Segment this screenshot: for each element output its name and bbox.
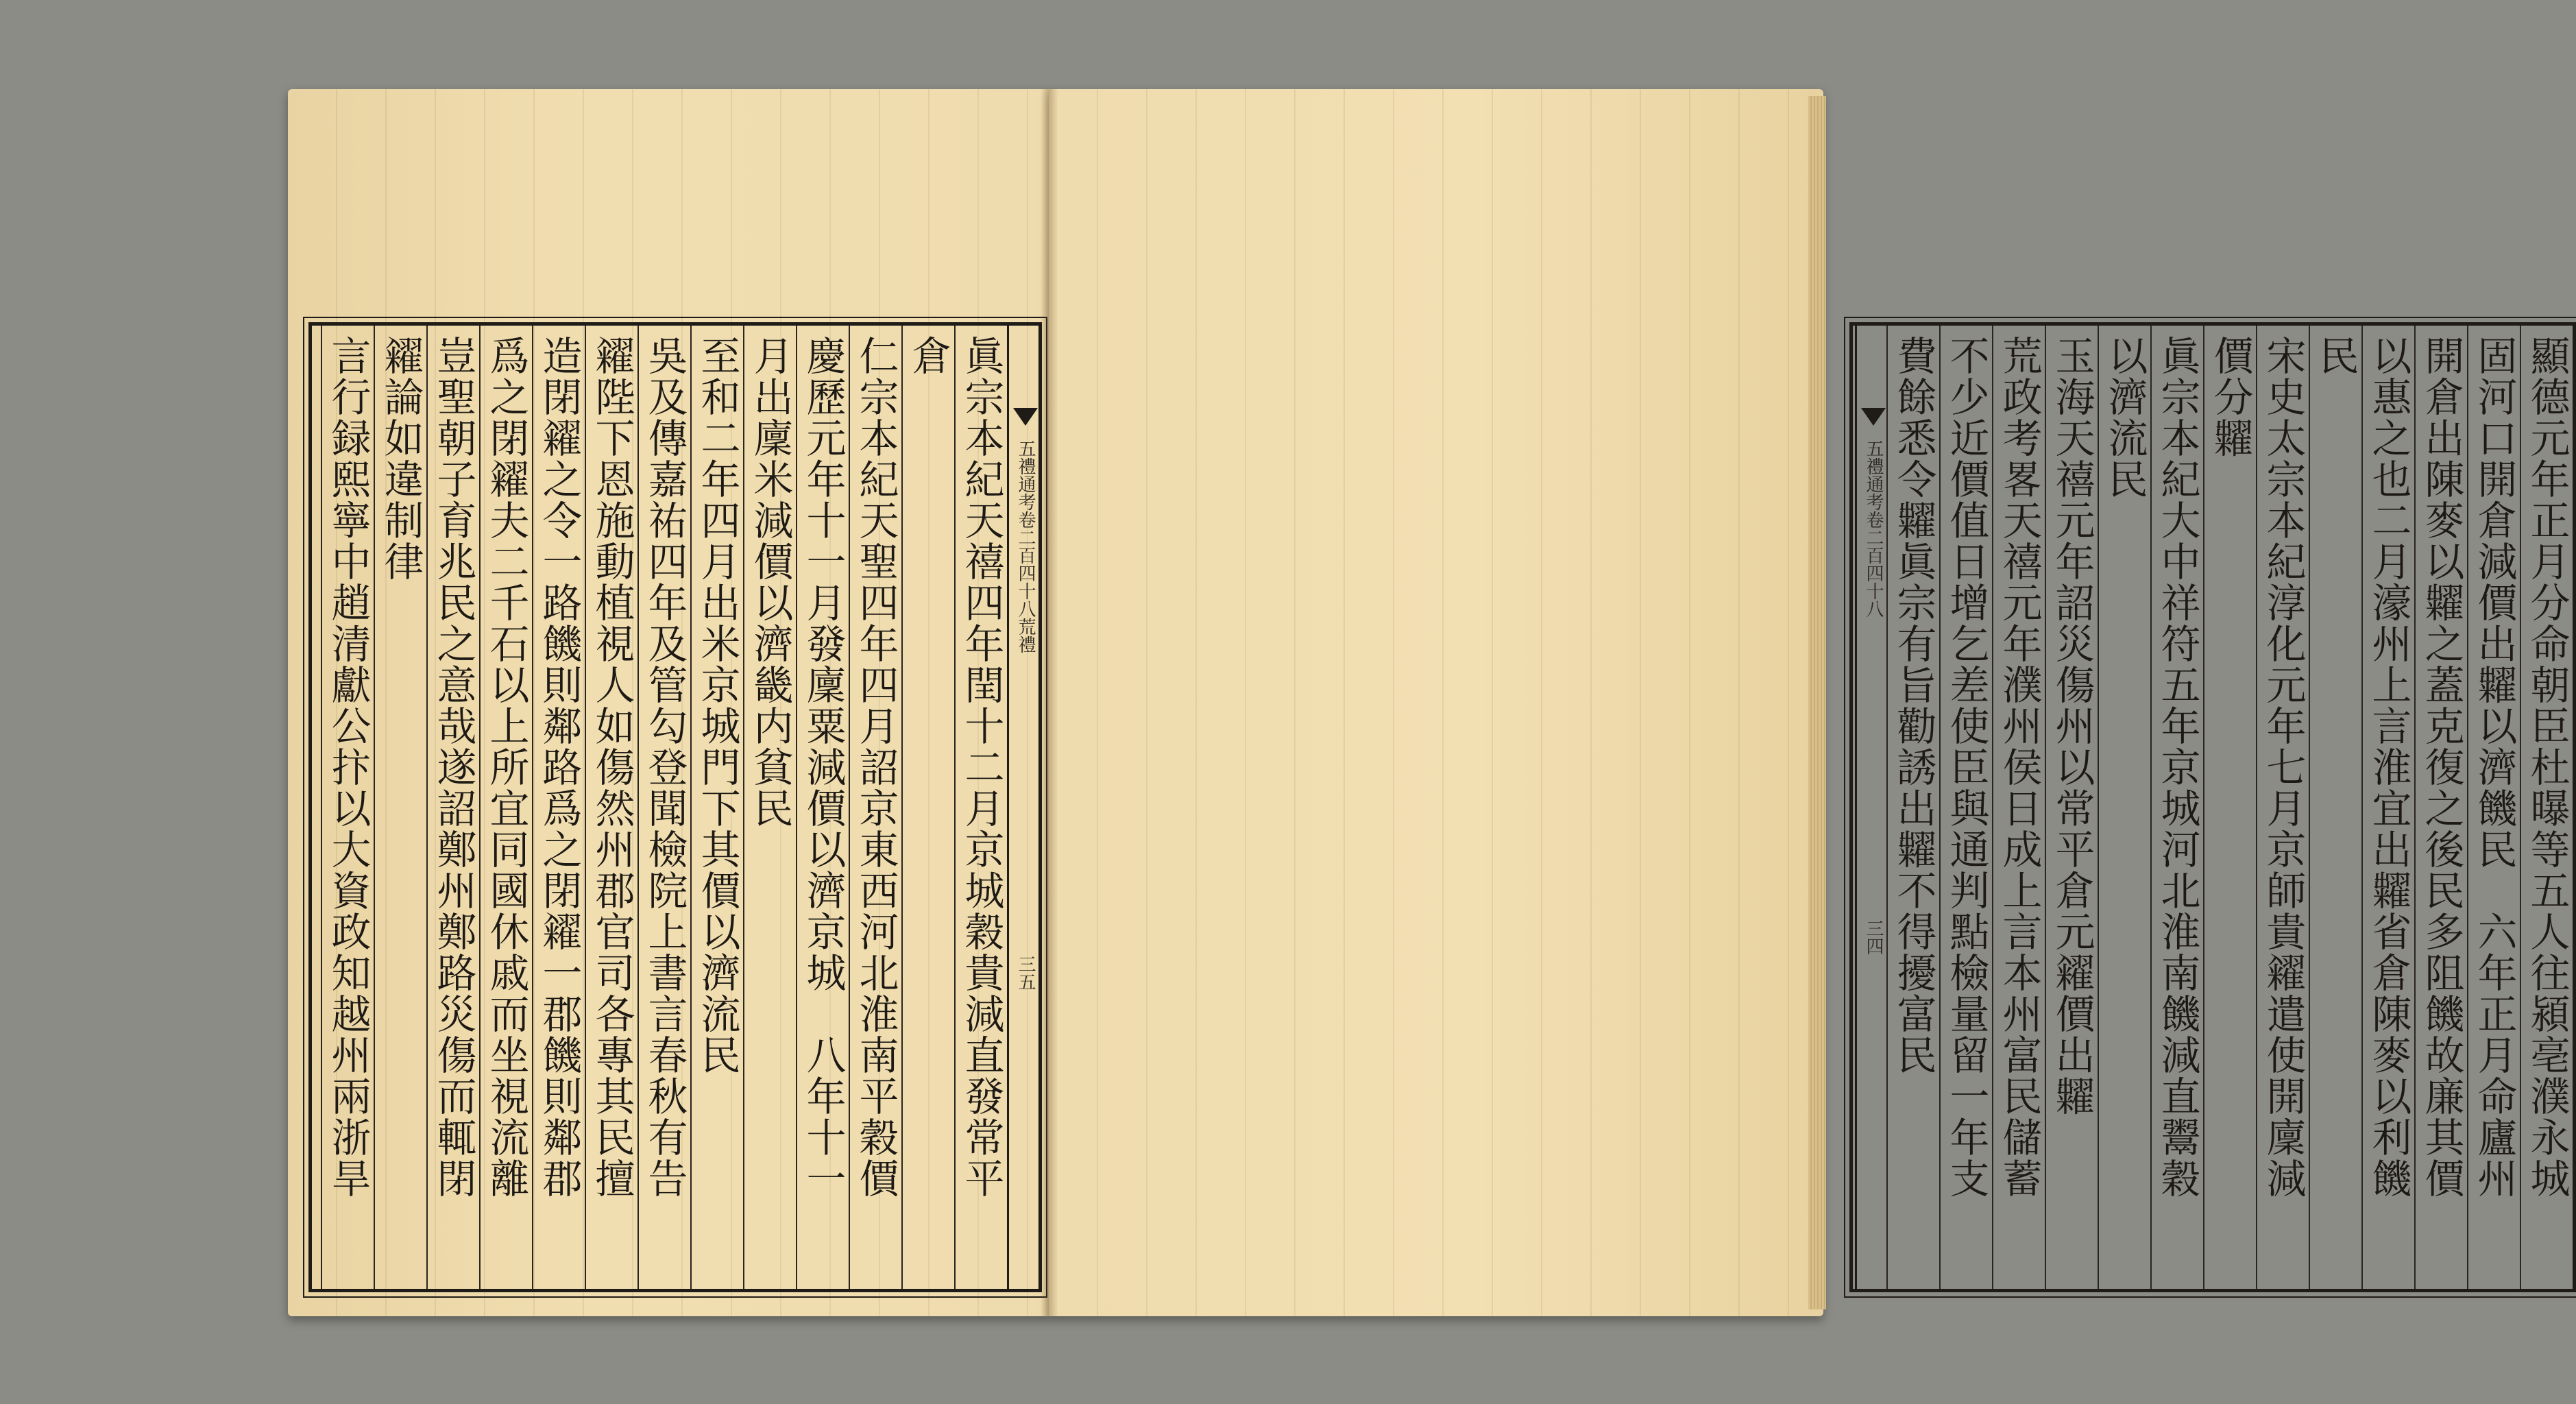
text-column <box>1992 326 2045 1289</box>
fold-label: 五禮通考卷二百四十八荒禮 <box>1015 439 1036 653</box>
bleed-through <box>1049 89 1823 1316</box>
text-column <box>532 326 585 1289</box>
fold-label: 五禮通考卷二百四十八 <box>1863 439 1884 618</box>
column-text: 以濟流民 <box>2101 335 2148 500</box>
page-edges <box>1808 96 1826 1309</box>
column-text: 開倉出陳麥以糶之蓋克復之後民多阻饑故廉其價 <box>2418 335 2465 1199</box>
column-text: 眞宗本紀大中祥符五年京城河北淮南饑減直鬻穀 <box>2154 335 2201 1199</box>
fish-tail-mark-icon <box>1861 408 1886 426</box>
text-column <box>690 326 743 1289</box>
column-text: 爲之閉糴夫二千石以上所宜同國休戚而坐視流離 <box>483 335 530 1199</box>
page-number: 三四 <box>1863 919 1884 955</box>
column-text: 吳及傳嘉祐四年及管勾登聞檢院上書言春秋有告 <box>641 335 688 1199</box>
column-text: 豈聖朝子育兆民之意哉遂詔鄭州鄭路災傷而輒閉 <box>430 335 477 1199</box>
column-text: 倉 <box>905 335 952 376</box>
column-text: 費餘悉令糶眞宗有旨勸誘出糶不得擾富民 <box>1890 335 1937 1076</box>
left-text-frame <box>308 322 1042 1292</box>
text-column <box>2098 326 2150 1289</box>
text-column <box>743 326 796 1289</box>
left-page <box>288 89 1049 1316</box>
column-text: 以惠之也二月濠州上言淮宜出糶省倉陳麥以利饑 <box>2365 335 2412 1199</box>
column-text: 言行録熙寧中趙清獻公抃以大資政知越州兩浙旱 <box>324 335 372 1199</box>
column-text: 固河口開倉減價出糶以濟饑民 六年正月命廬州 <box>2470 335 2518 1199</box>
right-text-frame <box>1849 322 2576 1292</box>
column-text: 糴論如違制律 <box>377 335 424 582</box>
page-number: 三五 <box>1015 955 1036 991</box>
text-column <box>2203 326 2256 1289</box>
column-text: 造閉糴之令一路饑則鄰路爲之閉糴一郡饑則鄰郡 <box>535 335 583 1199</box>
column-text: 玉海天禧元年詔災傷州以常平倉元糴價出糶 <box>2048 335 2095 1117</box>
text-column <box>2467 326 2520 1289</box>
text-column <box>796 326 849 1289</box>
column-text: 月出廩米減價以濟畿内貧民 <box>746 335 794 829</box>
fish-tail-mark-icon <box>1013 408 1038 426</box>
column-text: 慶歷元年十一月發廩粟減價以濟京城 八年十一 <box>799 335 847 1199</box>
left-columns <box>312 326 1038 1289</box>
text-column <box>2414 326 2467 1289</box>
text-column <box>2520 326 2573 1289</box>
text-column <box>849 326 901 1289</box>
book-gutter <box>1041 89 1058 1316</box>
text-column <box>1939 326 1992 1289</box>
text-column <box>426 326 479 1289</box>
open-book <box>288 89 2571 1316</box>
text-column <box>637 326 690 1289</box>
text-column <box>954 326 1007 1289</box>
text-column <box>2256 326 2309 1289</box>
column-text: 不少近價值日增乞差使臣與通判點檢量留一年支 <box>1943 335 1990 1199</box>
text-column <box>321 326 374 1289</box>
column-text: 民 <box>2312 335 2359 376</box>
column-text: 宋史太宗本紀淳化元年七月京師貴糴遣使開廩減 <box>2259 335 2307 1199</box>
left_page-fold-column <box>1007 326 1038 1289</box>
text-column <box>2361 326 2414 1289</box>
right-page <box>1049 89 2571 1316</box>
right-columns <box>1853 326 2573 1289</box>
column-text: 荒政考畧天禧元年濮州侯日成上言本州富民儲蓄 <box>1995 335 2043 1199</box>
column-text: 價分糶 <box>2207 335 2254 459</box>
text-column <box>479 326 532 1289</box>
column-text: 糴陛下恩施動植視人如傷然州郡官司各專其民擅 <box>588 335 635 1199</box>
text-column <box>1886 326 1939 1289</box>
text-column <box>2150 326 2203 1289</box>
text-column <box>374 326 426 1289</box>
column-text: 眞宗本紀天禧四年閏十二月京城穀貴減直發常平 <box>958 335 1005 1199</box>
column-text: 顯德元年正月分命朝臣杜曝等五人往潁亳濮永城 <box>2523 335 2571 1199</box>
text-column <box>2045 326 2098 1289</box>
column-text: 仁宗本紀天聖四年四月詔京東西河北淮南平穀價 <box>852 335 899 1199</box>
right_page-fold-column <box>1855 326 1886 1289</box>
text-column <box>585 326 637 1289</box>
text-column <box>901 326 954 1289</box>
text-column <box>2309 326 2361 1289</box>
column-text: 至和二年四月出米京城門下其價以濟流民 <box>694 335 741 1076</box>
